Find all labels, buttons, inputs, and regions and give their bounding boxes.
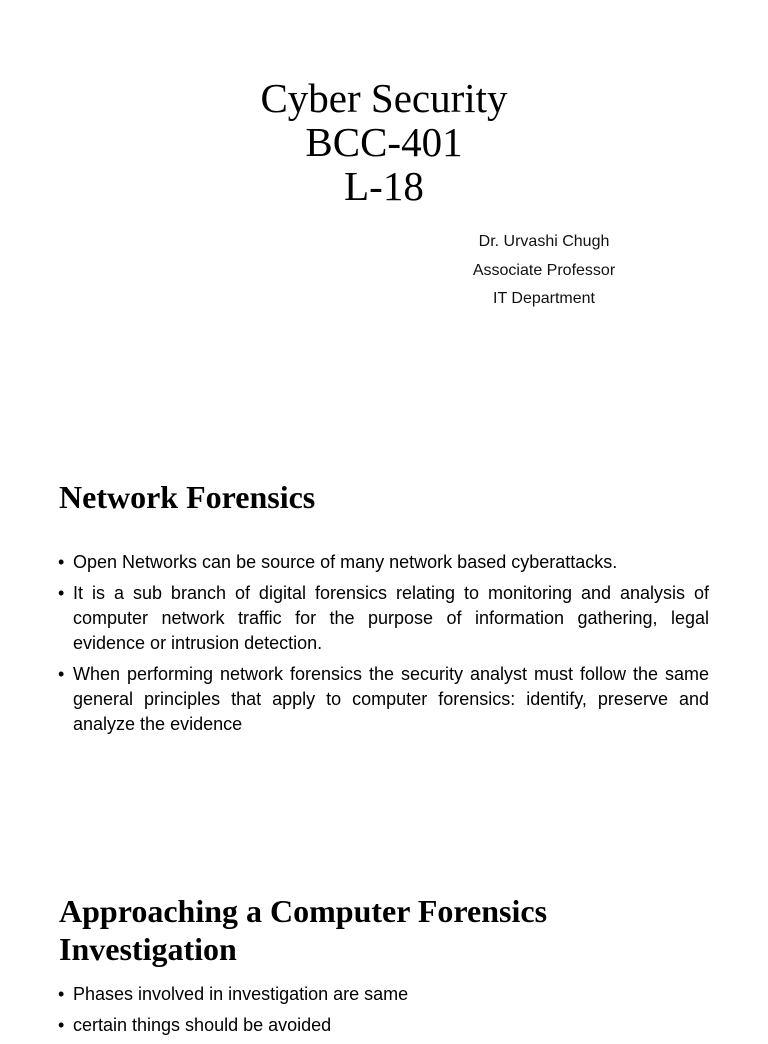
bullet-marker: • [58, 664, 65, 684]
bullet-text: It is a sub branch of digital forensics relating to monitoring and analysis of computer network traffic for the purpose of information gathering, legal evidence or intrusion detection. [73, 583, 709, 653]
bullet-marker: • [58, 583, 65, 603]
author-info [420, 228, 668, 314]
course-name: Cyber Security [260, 75, 508, 121]
bullet-text: When performing network forensics the security analyst must follow the same general principles that apply to computer forensics: identify, preserve and analyze the evidence [73, 664, 709, 734]
slide-title [0, 76, 768, 208]
lecture-number: L-18 [344, 163, 424, 209]
bullet-item [58, 1013, 709, 1038]
slide-heading: Network Forensics [59, 479, 316, 515]
bullet-item [58, 982, 709, 1007]
bullet-marker: • [58, 552, 65, 572]
course-code: BCC-401 [305, 119, 463, 165]
bullet-text: certain things should be avoided [73, 1015, 332, 1035]
bullet-marker: • [58, 984, 65, 1004]
author-name: Dr. Urvashi Chugh [478, 233, 610, 250]
investigation-slide [0, 850, 768, 1035]
author-department: IT Department [493, 290, 595, 307]
bullet-item [58, 662, 709, 737]
bullet-list [58, 550, 709, 743]
bullet-item [58, 550, 709, 575]
slide-heading: Approaching a Computer Forensics Investigation [59, 893, 548, 967]
bullet-text: Phases involved in investigation are same [73, 984, 409, 1004]
bullet-list [58, 982, 709, 1044]
title-slide [0, 0, 768, 430]
author-designation: Associate Professor [472, 261, 616, 279]
bullet-text: Open Networks can be source of many network based cyberattacks. [73, 552, 618, 572]
bullet-marker: • [58, 1015, 65, 1035]
network-forensics-slide [0, 430, 768, 850]
bullet-item [58, 581, 709, 656]
